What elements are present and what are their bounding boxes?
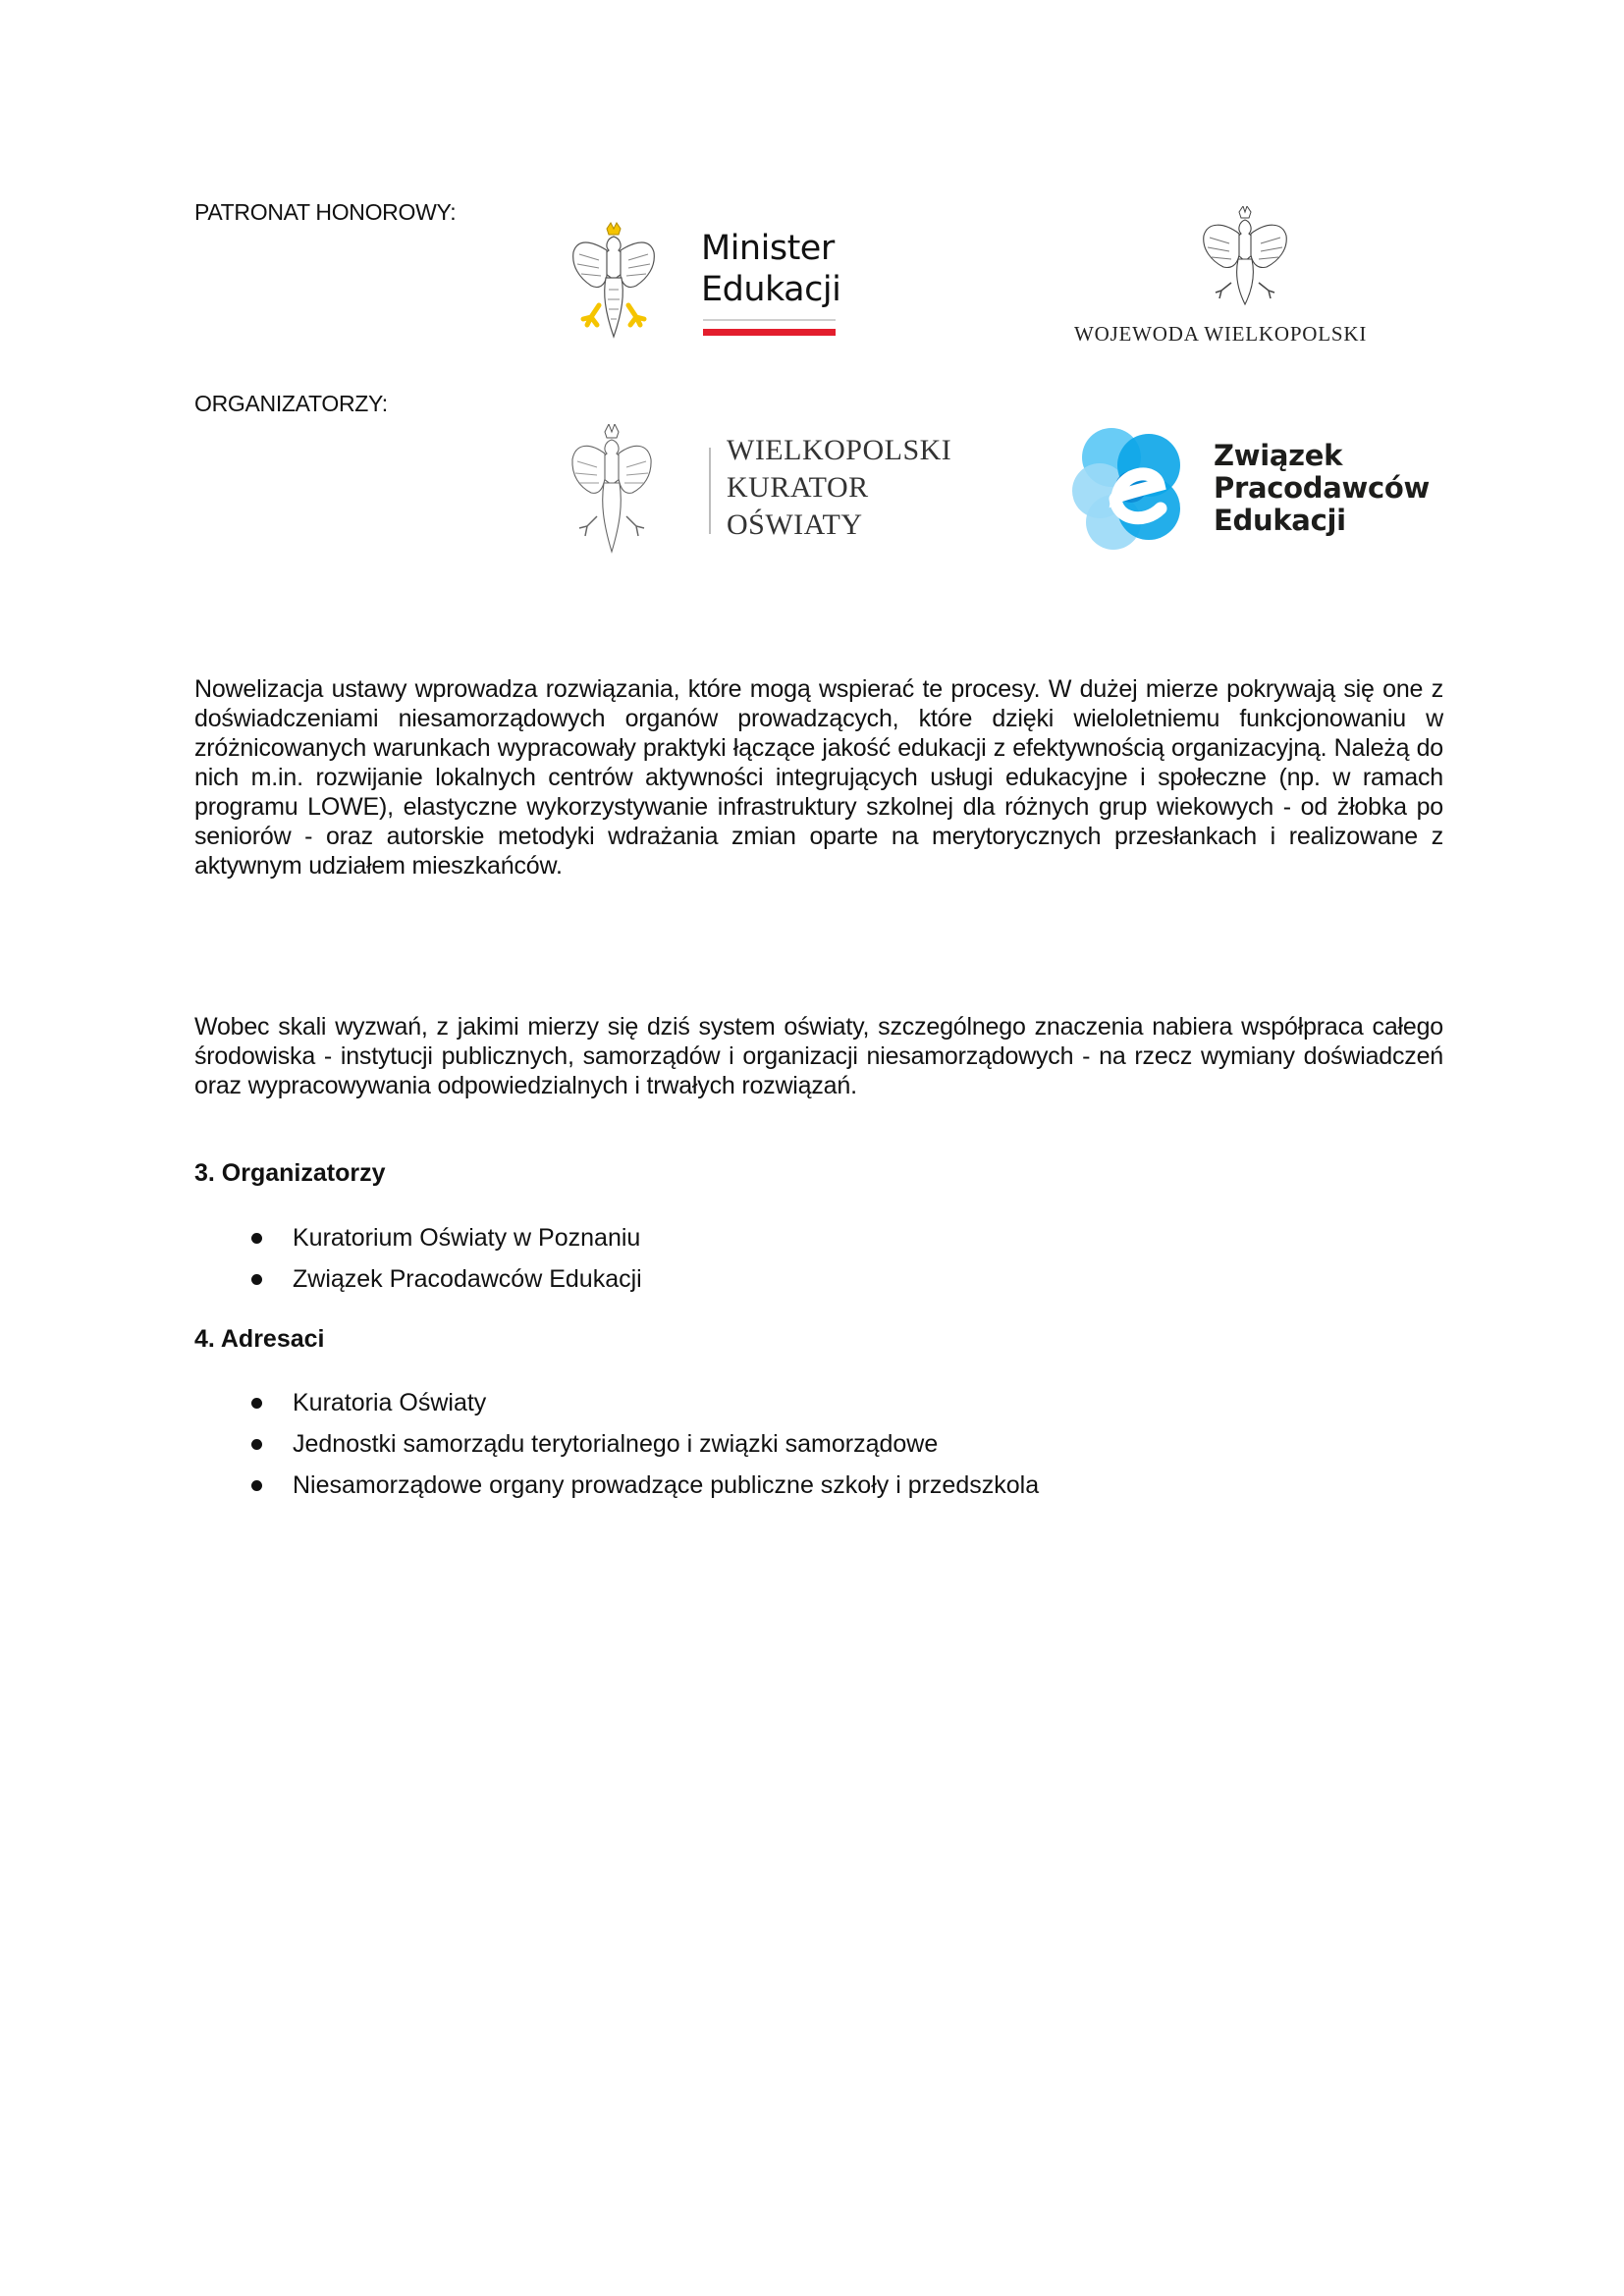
paragraph-1 — [194, 674, 1443, 881]
wielkopolski-text: WIELKOPOLSKI — [727, 434, 952, 466]
section-heading-organizatorzy: 3. Organizatorzy — [194, 1159, 386, 1187]
minister-edukacji-logo — [569, 221, 864, 348]
patronat-honorowy-label: PATRONAT HONOROWY: — [194, 199, 457, 225]
divider — [709, 448, 711, 534]
wojewoda-wielkopolski-logo — [1070, 204, 1424, 351]
eagle-emblem-icon — [1198, 206, 1292, 308]
organizatorzy-label: ORGANIZATORZY: — [194, 391, 388, 416]
kurator-text: KURATOR — [727, 471, 869, 504]
zpe-e-emblem-icon — [1070, 422, 1198, 559]
list-item — [251, 1423, 1039, 1465]
bullet-icon — [251, 1274, 262, 1285]
oswiaty-text: OŚWIATY — [727, 508, 863, 541]
list-item-text: Jednostki samorządu terytorialnego i związki samorządowe — [293, 1430, 939, 1458]
list-item-text: Niesamorządowe organy prowadzące publiczne szkoły i przedszkola — [293, 1471, 1040, 1499]
section-heading-adresaci: 4. Adresaci — [194, 1325, 325, 1353]
list-item — [251, 1217, 642, 1258]
bullet-icon — [251, 1233, 262, 1244]
list-item-text: Kuratorium Oświaty w Poznaniu — [293, 1224, 641, 1252]
zwiazek-pracodawcow-edukacji-logo — [1070, 422, 1463, 560]
bullet-icon — [251, 1398, 262, 1409]
organizatorzy-list — [251, 1217, 642, 1300]
list-item — [251, 1465, 1039, 1506]
paragraph-1-text: Nowelizacja ustawy wprowadza rozwiązania, które mogą wspierać te procesy. W dużej mierze pokrywają się one z doświadczeniami niesamorządowych organów prowadzących, które dzięki wieloletniemu funkcjonowaniu w zróżnicowanych warunkach wypracowały praktyki łączące jakość edukacji z efektywnością organizacyjną. Należą do nich m.in. rozwijanie lokalnych centrów aktywności integrujących usługi edukacyjne i społeczne (np. w ramach programu LOWE), elastyczne wykorzystywanie infrastruktury szkolnej dla różnych grup wiekowych - od żłobka po seniorów - oraz autorskie metodyki wdrażania zmian oparte na merytorycznych przesłankach i realizowane z aktywnym udziałem mieszkańców. — [194, 675, 1443, 880]
adresaci-list — [251, 1382, 1039, 1506]
pracodawcow-text: Pracodawców — [1214, 471, 1430, 505]
list-item-text: Kuratoria Oświaty — [293, 1389, 487, 1416]
minister-text: Minister — [701, 229, 835, 268]
list-item-text: Związek Pracodawców Edukacji — [293, 1265, 642, 1293]
paragraph-2-text: Wobec skali wyzwań, z jakimi mierzy się dziś system oświaty, szczególnego znaczenia nabiera współpraca całego środowiska - instytucji publicznych, samorządów i organizacji niesamorządowych - na rzecz wymiany doświadczeń oraz wypracowywania odpowiedzialnych i trwałych rozwiązań. — [194, 1013, 1443, 1099]
edukacji-text: Edukacji — [701, 270, 841, 309]
paragraph-2 — [194, 1012, 1443, 1100]
red-rule — [703, 329, 836, 336]
list-item — [251, 1382, 1039, 1423]
wielkopolski-kurator-oswiaty-logo — [569, 422, 982, 560]
list-item — [251, 1258, 642, 1300]
bullet-icon — [251, 1439, 262, 1450]
eagle-emblem-icon — [569, 424, 654, 556]
white-eagle-icon — [569, 221, 658, 348]
edukacji-text: Edukacji — [1214, 504, 1346, 537]
bullet-icon — [251, 1480, 262, 1491]
wojewoda-text: WOJEWODA WIELKOPOLSKI — [1074, 322, 1368, 346]
zwiazek-text: Związek — [1214, 439, 1343, 472]
grey-rule — [703, 319, 836, 321]
